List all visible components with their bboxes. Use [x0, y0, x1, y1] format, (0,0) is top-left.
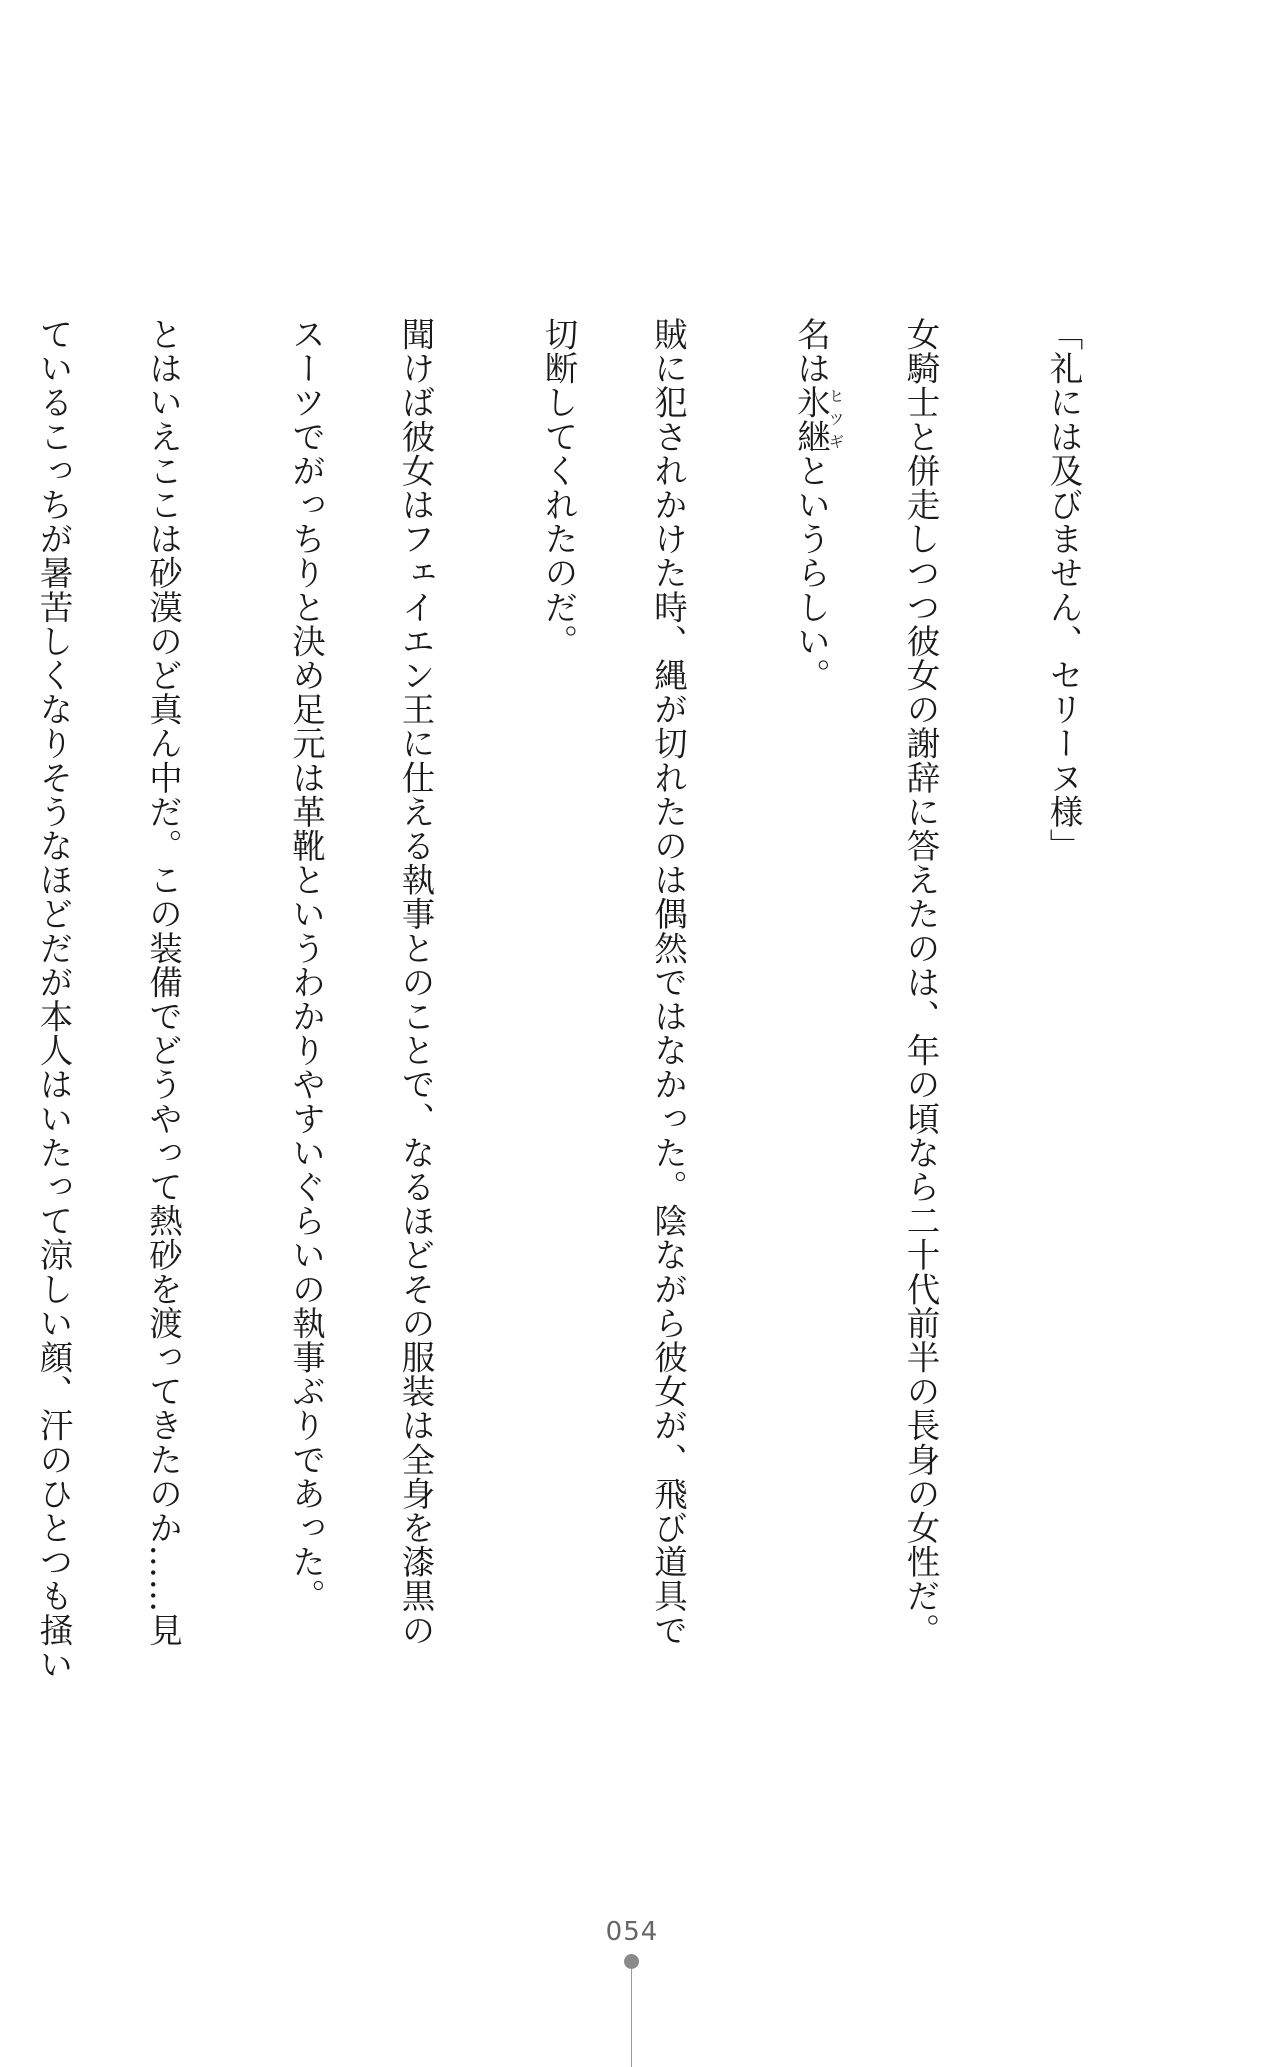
text-fragment: 名は: [791, 317, 831, 386]
text-line: [756, 317, 866, 1717]
text-line: とはいえここは砂漠のど真ん中だ。この装備でどうやって熱砂を渡ってきたのか……見: [143, 317, 183, 1647]
text-line: 聞けば彼女はフェイエン王に仕える執事とのことで、なるほどその服装は全身を漆黒の: [396, 317, 435, 1647]
text-line: 賊に犯されかけた時、縄が切れたのは偶然ではなかった。陰ながら彼女が、飛び道具で: [648, 317, 688, 1647]
text-line: スーツでがっちりと決め足元は革靴というわかりやすいぐらいの執事ぶりであった。: [286, 317, 326, 1613]
text-fragment: というらしい。: [791, 453, 831, 693]
ruby-text: ヒツギ: [827, 385, 845, 454]
text-line: ているこっちが暑苦しくなりそうなほどだが本人はいたって涼しい顔、汗のひとつも掻い: [34, 317, 73, 1681]
page-marker-dot: [624, 1954, 639, 1969]
ruby-reading: [791, 385, 845, 454]
body-text: [34, 317, 1118, 1717]
page-number: 054: [605, 1917, 659, 1947]
ruby-base: 氷継: [791, 385, 831, 454]
text-line: 切断してくれたのだ。: [539, 317, 578, 658]
text-line: 女騎士と併走しつつ彼女の謝辞に答えたのは、年の頃なら二十代前半の長身の女性だ。: [901, 317, 940, 1647]
page-marker-line: [631, 1969, 632, 2067]
text-line: 「礼には及びません、セリーヌ様」: [1044, 317, 1083, 863]
